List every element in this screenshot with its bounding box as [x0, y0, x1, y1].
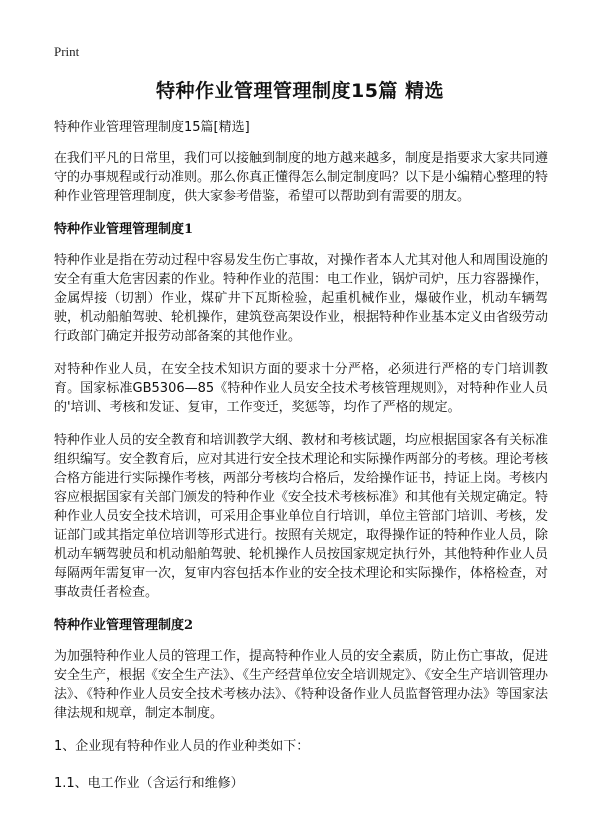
section-1-paragraph-3: 特种作业人员的安全教育和培训教学大纲、教材和考核试题，均应根据国家各有关标准组织编写。安全教育后，应对其进行安全技术理论和实际操作两部分的考核。理论考核合格方能进行实际操作考核，两部分考核均合格后，发给操作证书，持证上岗。考核内容应根据国家有关部门颁发的特种作业《安全技术考核标准》和其他有关规定确定。特种作业人员安全技术培训，可采用企事业单位自行培训，单位主管部门培训、考核，发证部门或其指定单位培训等形式进行。按照有关规定，取得操作证的特种作业人员，除机动车辆驾驶员和机动船舶驾驶、轮机操作人员按国家规定执行外，其他特种作业人员每隔两年需复审一次，复审内容包括本作业的安全技术理论和实际操作，体格检查，对事故责任者检查。	[54, 433, 549, 600]
intro-paragraph: 在我们平凡的日常里，我们可以接触到制度的地方越来越多，制度是指要求大家共同遵守的办事规程或行动准则。那么你真正懂得怎么制定制度吗？以下是小编精心整理的特种作业管理管理制度，供大家参考借鉴，希望可以帮助到有需要的朋友。	[54, 151, 549, 204]
section-1-paragraph-1: 特种作业是指在劳动过程中容易发生伤亡事故，对操作者本人尤其对他人和周围设施的安全有重大危害因素的作业。特种作业的范围：电工作业，锅炉司炉，压力容器操作，金属焊接（切割）作业，煤矿井下瓦斯检验，起重机械作业，爆破作业，机动车辆驾驶，机动船舶驾驶、轮机操作，建筑登高架设作业，根据特种作业基本定义由省级劳动行政部门确定并报劳动部备案的其他作业。	[54, 253, 549, 344]
section-1-paragraph-2: 对特种作业人员，在安全技术知识方面的要求十分严格，必须进行严格的专门培训教育。国家标准GB5306—85《特种作业人员安全技术考核管理规则》，对特种作业人员的'培训、考核和发证、复审，工作变迁，奖惩等，均作了严格的规定。	[54, 362, 548, 415]
page-title: 特种作业管理管理制度15篇 精选	[155, 80, 445, 102]
print-link[interactable]: Print	[54, 44, 80, 59]
section-heading-2: 特种作业管理管理制度2	[54, 618, 194, 633]
document-subtitle: 特种作业管理管理制度15篇[精选]	[54, 120, 250, 135]
list-item: 1.1、电工作业（含运行和维修）	[54, 776, 244, 791]
section-2-paragraph-1: 为加强特种作业人员的管理工作，提高特种作业人员的安全素质，防止伤亡事故，促进安全生产，根据《安全生产法》、《生产经营单位安全培训规定》、《安全生产培训管理办法》、《特种作业人员安全技术考核办法》、《特种设备作业人员监督管理办法》等国家法律法规和规章，制定本制度。	[54, 649, 549, 721]
document-body	[54, 118, 548, 811]
section-heading-1: 特种作业管理管理制度1	[54, 222, 194, 237]
list-item: 1、企业现有特种作业人员的作业种类如下：	[54, 739, 310, 754]
